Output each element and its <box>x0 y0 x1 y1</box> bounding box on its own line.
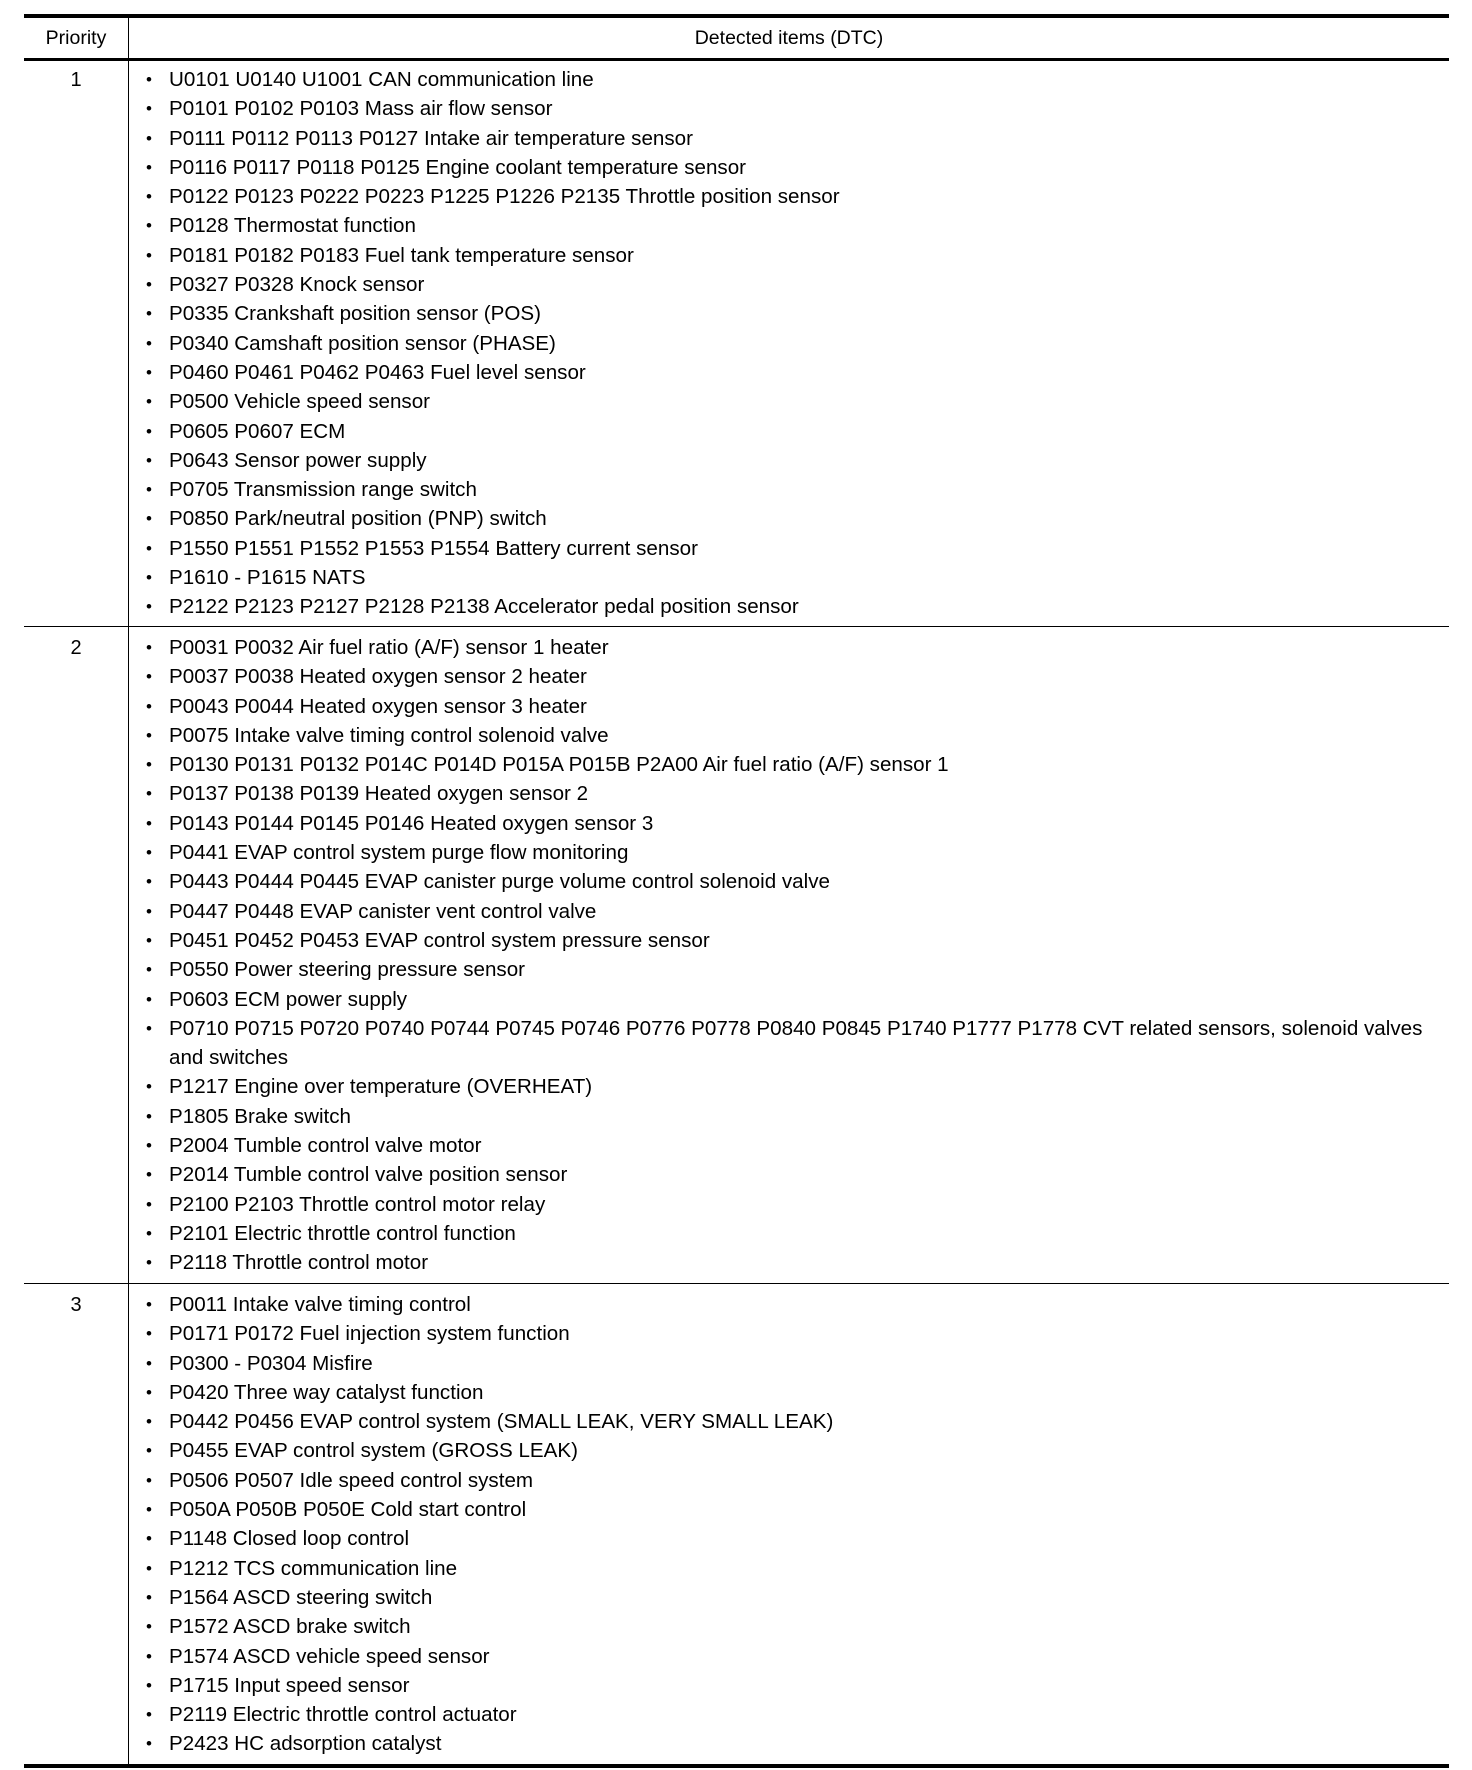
dtc-item: • P0500 Vehicle speed sensor <box>144 387 1441 416</box>
dtc-item: • P0420 Three way catalyst function <box>144 1378 1441 1407</box>
priority-cell: 1 <box>70 69 82 91</box>
column-divider <box>128 18 129 1764</box>
dtc-item: • P2118 Throttle control motor <box>144 1248 1441 1277</box>
dtc-item: • P0506 P0507 Idle speed control system <box>144 1466 1441 1495</box>
dtc-item: • P0603 ECM power supply <box>144 985 1441 1014</box>
dtc-item: • P0037 P0038 Heated oxygen sensor 2 heater <box>144 662 1441 691</box>
dtc-item: • P0075 Intake valve timing control solenoid valve <box>144 721 1441 750</box>
dtc-item: • P1212 TCS communication line <box>144 1554 1441 1583</box>
dtc-item: • P0705 Transmission range switch <box>144 475 1441 504</box>
dtc-item: • P0171 P0172 Fuel injection system function <box>144 1319 1441 1348</box>
dtc-list-priority-2 <box>144 633 1441 1278</box>
dtc-item: • P0137 P0138 P0139 Heated oxygen sensor 2 <box>144 779 1441 808</box>
dtc-item: • P0031 P0032 Air fuel ratio (A/F) sensor 1 heater <box>144 633 1441 662</box>
dtc-item: • P1148 Closed loop control <box>144 1524 1441 1553</box>
dtc-item: • P0710 P0715 P0720 P0740 P0744 P0745 P0746 P0776 P0778 P0840 P0845 P1740 P1777 P1778 CVT related sensors, solenoid valves and switches <box>144 1014 1441 1073</box>
dtc-item: • P0850 Park/neutral position (PNP) switch <box>144 504 1441 533</box>
dtc-item: • P0335 Crankshaft position sensor (POS) <box>144 299 1441 328</box>
dtc-item: • P0460 P0461 P0462 P0463 Fuel level sensor <box>144 358 1441 387</box>
dtc-item: • P0128 Thermostat function <box>144 211 1441 240</box>
table-bottom-rule <box>24 1764 1449 1768</box>
priority-cell: 2 <box>70 637 82 659</box>
dtc-list-priority-1 <box>144 65 1441 622</box>
dtc-item: • P1610 - P1615 NATS <box>144 563 1441 592</box>
header-rule <box>24 58 1449 61</box>
dtc-item: • P2004 Tumble control valve motor <box>144 1131 1441 1160</box>
dtc-item: • P0455 EVAP control system (GROSS LEAK) <box>144 1436 1441 1465</box>
dtc-item: • P0605 P0607 ECM <box>144 417 1441 446</box>
dtc-item: • P0181 P0182 P0183 Fuel tank temperature sensor <box>144 241 1441 270</box>
header-priority: Priority <box>45 27 107 49</box>
dtc-item: • P1805 Brake switch <box>144 1102 1441 1131</box>
dtc-item: • P0043 P0044 Heated oxygen sensor 3 heater <box>144 692 1441 721</box>
table-top-rule <box>24 14 1449 18</box>
dtc-item: • P0442 P0456 EVAP control system (SMALL LEAK, VERY SMALL LEAK) <box>144 1407 1441 1436</box>
dtc-item: • U0101 U0140 U1001 CAN communication line <box>144 65 1441 94</box>
dtc-item: • P0300 - P0304 Misfire <box>144 1349 1441 1378</box>
dtc-item: • P1217 Engine over temperature (OVERHEAT) <box>144 1072 1441 1101</box>
dtc-item: • P2100 P2103 Throttle control motor relay <box>144 1190 1441 1219</box>
dtc-item: • P0643 Sensor power supply <box>144 446 1441 475</box>
dtc-item: • P2119 Electric throttle control actuator <box>144 1700 1441 1729</box>
dtc-item: • P0122 P0123 P0222 P0223 P1225 P1226 P2135 Throttle position sensor <box>144 182 1441 211</box>
dtc-list-priority-3 <box>144 1290 1441 1759</box>
dtc-item: • P0451 P0452 P0453 EVAP control system pressure sensor <box>144 926 1441 955</box>
dtc-item: • P1715 Input speed sensor <box>144 1671 1441 1700</box>
dtc-item: • P2101 Electric throttle control function <box>144 1219 1441 1248</box>
dtc-item: • P1564 ASCD steering switch <box>144 1583 1441 1612</box>
dtc-item: • P0447 P0448 EVAP canister vent control valve <box>144 897 1441 926</box>
dtc-item: • P0327 P0328 Knock sensor <box>144 270 1441 299</box>
priority-cell: 3 <box>70 1294 82 1316</box>
dtc-item: • P1572 ASCD brake switch <box>144 1612 1441 1641</box>
header-detected-items: Detected items (DTC) <box>694 27 884 49</box>
dtc-item: • P2014 Tumble control valve position sensor <box>144 1160 1441 1189</box>
dtc-item: • P0441 EVAP control system purge flow monitoring <box>144 838 1441 867</box>
dtc-item: • P2122 P2123 P2127 P2128 P2138 Accelerator pedal position sensor <box>144 592 1441 621</box>
dtc-item: • P1550 P1551 P1552 P1553 P1554 Battery current sensor <box>144 534 1441 563</box>
dtc-item: • P0101 P0102 P0103 Mass air flow sensor <box>144 94 1441 123</box>
dtc-item: • P0340 Camshaft position sensor (PHASE) <box>144 329 1441 358</box>
row-divider <box>24 1283 1449 1284</box>
dtc-item: • P0143 P0144 P0145 P0146 Heated oxygen sensor 3 <box>144 809 1441 838</box>
dtc-item: • P2423 HC adsorption catalyst <box>144 1729 1441 1758</box>
row-divider <box>24 626 1449 627</box>
dtc-item: • P0116 P0117 P0118 P0125 Engine coolant temperature sensor <box>144 153 1441 182</box>
dtc-item: • P0011 Intake valve timing control <box>144 1290 1441 1319</box>
dtc-item: • P0111 P0112 P0113 P0127 Intake air temperature sensor <box>144 124 1441 153</box>
dtc-item: • P1574 ASCD vehicle speed sensor <box>144 1642 1441 1671</box>
dtc-item: • P050A P050B P050E Cold start control <box>144 1495 1441 1524</box>
dtc-item: • P0130 P0131 P0132 P014C P014D P015A P015B P2A00 Air fuel ratio (A/F) sensor 1 <box>144 750 1441 779</box>
dtc-item: • P0443 P0444 P0445 EVAP canister purge volume control solenoid valve <box>144 867 1441 896</box>
dtc-item: • P0550 Power steering pressure sensor <box>144 955 1441 984</box>
